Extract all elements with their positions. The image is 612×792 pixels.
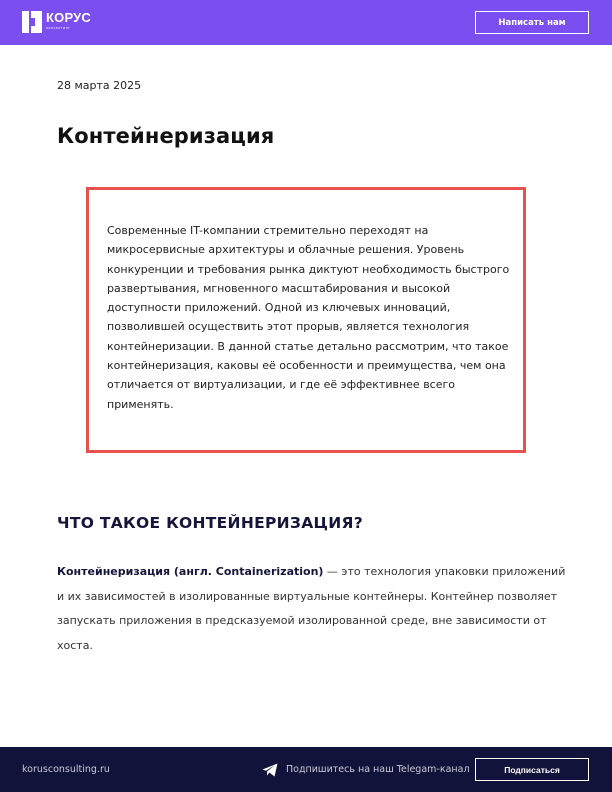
logo-mark-icon bbox=[22, 11, 42, 33]
contact-us-button[interactable]: Написать нам bbox=[475, 11, 589, 34]
top-header bbox=[0, 0, 612, 45]
telegram-cta[interactable]: Подпишитесь на наш Telegam-канал bbox=[286, 764, 470, 775]
intro-highlight-box bbox=[86, 187, 526, 453]
telegram-icon bbox=[262, 763, 278, 777]
intro-paragraph: Современные IT-компании стремительно переходят на микросервисные архитектуры и облачные решения. Уровень конкуренции и требования рынка диктуют необходимость быстрого развертывания, мгновенного масштабирования и высокой доступности приложений. Одной из ключевых инноваций, позволившей осуществить этот прорыв, является технология контейнеризации. В данной статье детально рассмотрим, что такое контейнеризация, каковы её особенности и преимущества, чем она отличается от виртуализации, и где её эффективнее всего применять. bbox=[107, 224, 510, 411]
footer bbox=[0, 747, 612, 792]
page-title: Контейнеризация bbox=[57, 124, 275, 148]
korus-logo[interactable] bbox=[22, 11, 91, 35]
section-heading: ЧТО ТАКОЕ КОНТЕЙНЕРИЗАЦИЯ? bbox=[57, 514, 364, 532]
definition-paragraph bbox=[57, 560, 567, 658]
site-link[interactable]: korusconsulting.ru bbox=[22, 764, 110, 775]
publish-date: 28 марта 2025 bbox=[57, 79, 142, 92]
subscribe-button[interactable]: Подписаться bbox=[475, 758, 589, 781]
definition-text: — это технология упаковки приложений и их зависимостей в изолированные виртуальные контейнеры. Контейнер позволяет запускать приложения в предсказуемой изолированной среде, вне зависимости от хоста. bbox=[57, 565, 566, 652]
logo-name: КОРУС bbox=[46, 10, 92, 25]
definition-term: Контейнеризация (англ. Containerization) bbox=[57, 565, 324, 578]
logo-subtitle: консалтинг bbox=[46, 26, 71, 30]
